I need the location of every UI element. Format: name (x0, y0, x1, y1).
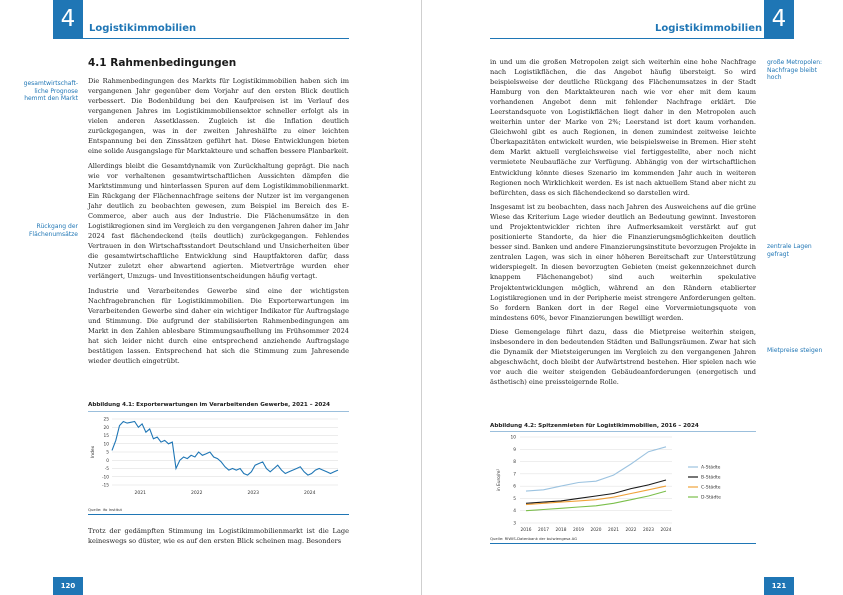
legend-label: D-Städte (701, 495, 721, 501)
x-tick-label: 2024 (304, 491, 316, 496)
figure-source: Quelle: ifo Institut (88, 507, 123, 512)
header-rule (490, 38, 794, 39)
chapter-number-badge: 4 (53, 0, 83, 38)
paragraph: Die Rahmenbedingungen des Markts für Logistikimmobilien haben sich im vergangenen Jahr gegenüber dem Vorjahr auf den ersten Blick deutlich verbessert. Die Bodenbildung bei den Kaufpreisen ist im Verlauf des vergangenen Jahres im Logistikimmobiliensektor schneller erfolgt als in vielen anderen Assetklassen. Zugleich ist die Inflation deutlich zurückgegangen, was in der zweiten Jahreshälfte zu einer leichten Entspannung bei den Zinssätzen geführt hat. Diese Entwicklungen bieten eine solide Ausgangslage für Marktakteure und schaffen bessere Planbarkeit. (88, 77, 349, 156)
body-text (88, 76, 349, 371)
y-tick-label: -15 (101, 483, 109, 489)
paragraph: in und um die großen Metropolen zeigt sich weiterhin eine hohe Nachfrage nach Logistikflächen, die das Angebot häufig übersteigt. So wird beispielsweise der deutliche Rückgang des Flächenumsatzes in der Stadt Hamburg von den Marktakteuren nach wie vor eher mit dem kaum vorhandenen Angebot denn mit fehlender Nachfrage erklärt. Die Leerstandsquote von Logistikflächen liegt daher in den Metropolen auch weiterhin unter der Marke von 2%; Leerstand ist dort kaum vorhanden. Gleichwohl gibt es auch Regionen, in denen zumindest zeitweise leichte Überkapazitäten entwickelt wurden, wie beispielsweise in Bremen. Hier steht dem Markt aktuell vergleichsweise viel fertiggestellte, aber noch nicht vermietete Neubaufläche zur Verfügung. Abhängig von der wirtschaftlichen Entwicklung könnte dieses Szenario im kommenden Jahr auch in weiteren Regionen noch Wirklichkeit werden. Es ist nach aktuellem Stand aber nicht zu befürchten, dass es sich flächendeckend so darstellen wird. (490, 58, 756, 197)
figure-rule (490, 431, 756, 432)
y-tick-label: 10 (510, 435, 516, 441)
y-tick-label: 6 (513, 484, 516, 490)
left-page (0, 0, 421, 595)
margin-note: Rückgang der Flächenumsätze (28, 223, 78, 238)
figure-rule (88, 514, 349, 515)
x-tick-label: 2017 (538, 528, 549, 533)
right-page (422, 0, 843, 595)
body-text (490, 57, 756, 392)
margin-note: gesamtwirtschaft- liche Prognose hemmt den Markt (23, 80, 78, 102)
series-line (112, 422, 338, 476)
figure-rule (88, 411, 349, 412)
prime-rents-chart (490, 433, 756, 535)
x-tick-label: 2016 (520, 528, 532, 533)
legend-label: C-Städte (701, 485, 721, 491)
paragraph: Diese Gemengelage führt dazu, dass die Mietpreise weiterhin steigen, insbesondere in den bedeutenden Städten und Ballungsräumen. Zwar hat sich die Dynamik der Mietsteigerungen im Vergleich zu den vergangenen Jahren abgeschwächt, doch bleibt der Aufwärtstrend bestehen. Hier spielen nach wie vor auch die weiter steigenden Gebäudeanforderungen (energetisch und ästhetisch) eine preissteigernde Rolle. (490, 328, 756, 387)
x-tick-label: 2020 (590, 528, 602, 533)
chapter-number-badge: 4 (764, 0, 794, 38)
margin-note: Mietpreise steigen (767, 347, 823, 354)
y-tick-label: 20 (103, 425, 109, 431)
x-tick-label: 2024 (660, 528, 672, 533)
page-number: 120 (53, 577, 83, 595)
figure-rule (490, 543, 756, 544)
y-tick-label: 9 (513, 447, 516, 453)
y-tick-label: 3 (513, 521, 516, 527)
y-axis-label: Index (91, 445, 96, 459)
figure-caption: Abbildung 4.1: Exporterwartungen im Verarbeitenden Gewerbe, 2021 – 2024 (88, 402, 331, 408)
y-axis-label: in Euro/m² (497, 468, 502, 492)
chapter-title: Logistikimmobilien (655, 23, 763, 34)
y-tick-label: 15 (103, 434, 109, 439)
y-tick-label: 4 (513, 509, 516, 515)
y-tick-label: 25 (103, 417, 109, 423)
section-title: 4.1 Rahmenbedingungen (88, 57, 237, 69)
x-tick-label: 2023 (643, 528, 654, 533)
x-tick-label: 2023 (247, 491, 259, 496)
x-tick-label: 2019 (573, 528, 584, 533)
y-tick-label: 5 (106, 450, 109, 456)
y-tick-label: 8 (513, 460, 516, 466)
y-tick-label: 7 (513, 472, 516, 478)
margin-note: zentrale Lagen gefragt (767, 243, 812, 258)
y-tick-label: 5 (513, 496, 516, 502)
x-tick-label: 2022 (625, 528, 637, 533)
chapter-title: Logistikimmobilien (89, 23, 197, 34)
paragraph: Trotz der gedämpften Stimmung im Logistikimmobilienmarkt ist die Lage keineswegs so düster, wie es auf den ersten Blick scheinen mag. Besonders (88, 527, 349, 546)
y-tick-label: 0 (106, 458, 109, 464)
figure-caption: Abbildung 4.2: Spitzenmieten für Logistikimmobilien, 2016 – 2024 (490, 423, 699, 429)
paragraph: Allerdings bleibt die Gesamtdynamik von Zurückhaltung geprägt. Die nach wie vor verhaltenen gesamtwirtschaftlichen Aussichten dämpfen die Marktstimmung und hinterlassen Spuren auf dem Logistikimmobilienmarkt. Ein Rückgang der Flächennachfrage seitens der Nutzer ist im vergangenen Jahr deutlich zu beobachten gewesen, zum Beispiel im Bereich des E-Commerce, aber auch aus der Industrie. Die Flächenumsätze in den Logistikregionen sind im Vergleich zu den vergangenen Jahren daher im Jahr 2024 fast flächendeckend (teils deutlich) zurückgegangen. Fehlendes Vertrauen in den Wirtschaftsstandort Deutschland und Unsicherheiten über die gesamtwirtschaftliche Entwicklung sind Hauptfaktoren dafür, dass Nutzer zuletzt eher abwartend agierten. Mietverträge wurden eher verlängert, Umzugs- und Investitionsentscheidungen häufig vertagt. (88, 161, 349, 281)
paragraph: Industrie und Verarbeitendes Gewerbe sind eine der wichtigsten Nachfragebranchen für Logistikimmobilien. Die Exporterwartungen im Verarbeitenden Gewerbe sind daher ein wichtiger Indikator für Auftragslage und Stimmung. Die aufgrund der stabilisierten Rahmenbedingungen am Markt in den Zahlen ablesbare Stimmungsaufhellung im Frühsommer 2024 hat sich leider nicht durch eine entsprechend anziehende Auftragslage bestätigen lassen. Entsprechend hat sich die Stimmung zum Jahresende wieder deutlich eingetrübt. (88, 286, 349, 366)
x-tick-label: 2022 (191, 491, 203, 496)
y-tick-label: 10 (103, 442, 109, 448)
series-line (526, 447, 666, 491)
series-line (526, 491, 666, 511)
figure-source: Quelle: RIWIS-Datenbank der bulwiengesa AG (490, 536, 578, 541)
x-tick-label: 2021 (608, 528, 619, 533)
header-rule (53, 38, 349, 39)
page-number: 121 (764, 577, 794, 595)
y-tick-label: -5 (104, 467, 109, 472)
export-expectations-chart (88, 413, 349, 503)
x-tick-label: 2021 (134, 491, 146, 496)
y-tick-label: -10 (101, 475, 109, 481)
legend-label: B-Städte (701, 475, 721, 481)
x-tick-label: 2018 (555, 528, 567, 533)
legend-label: A-Städte (701, 465, 721, 471)
body-text (88, 526, 349, 551)
margin-note: große Metropolen: Nachfrage bleibt hoch (767, 59, 823, 81)
paragraph: Insgesamt ist zu beobachten, dass nach Jahren des Ausweichens auf die grüne Wiese das Kriterium Lage wieder deutlich an Bedeutung gewinnt. Investoren und Projektentwickler richten ihre Aufmerksamkeit verstärkt auf gut positionierte Standorte, da hier die Finanzierungsmöglichkeiten deutlich besser sind. Banken und andere Finanzierungsinstitute bevorzugen Projekte in zentralen Lagen, was sich in einer höheren Bereitschaft zur Unterstützung widerspiegelt. In diesen bevorzugten Gebieten (meist gekennzeichnet durch knappem Flächenangebot) sind auch weiterhin spekulative Projektentwicklungen möglich, während an den Rändern etablierter Logistikregionen und in der Peripherie meist strengere Anforderungen gelten. So fordern Banken dort in der Regel eine Vorvermietungsquote von mindestens 60%, bevor Finanzierungen bewilligt werden. (490, 203, 756, 322)
